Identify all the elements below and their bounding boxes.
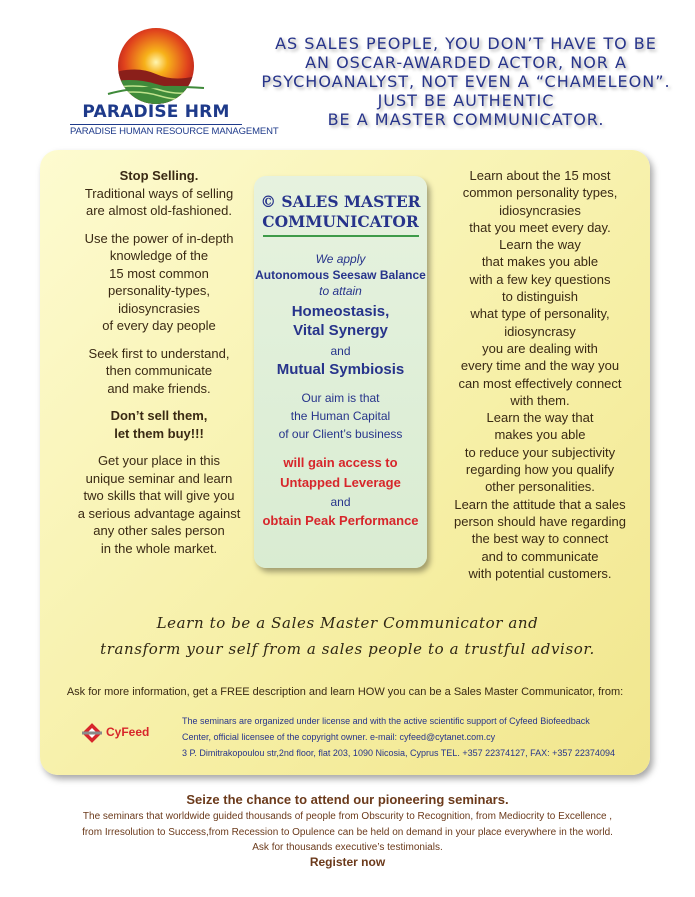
aim-line: Our aim is that: [301, 391, 380, 405]
text-line: to distinguish: [502, 289, 578, 305]
text-line: idiosyncrasies: [499, 202, 581, 218]
text-line: Seek first to understand,: [88, 345, 230, 361]
vital-synergy-text: Vital Synergy: [293, 322, 388, 339]
text-line: in the whole market.: [100, 540, 218, 556]
text-line: Learn the attitude that a sales: [454, 496, 626, 512]
text-line: and to communicate: [481, 548, 599, 564]
text-line: Use the power of in-depth: [84, 230, 234, 246]
text-line: with them.: [510, 392, 570, 408]
text-line: with potential customers.: [468, 565, 612, 581]
headline-line: AS SALES PEOPLE, YOU DON’T HAVE TO BE: [275, 34, 657, 53]
box-title-line: © SALES MASTER: [260, 192, 421, 211]
footer-line: from Irresolution to Success,from Recession to Opulence can be held on demand in your place everywhere in the world.: [82, 826, 613, 838]
text-line: common personality types,: [462, 185, 618, 201]
headline-line: JUST BE AUTHENTIC: [377, 91, 555, 110]
cyfeed-logo: [80, 720, 180, 750]
text-line: Traditional ways of selling: [84, 185, 234, 201]
text-line: that makes you able: [481, 254, 599, 270]
text-line: personality-types,: [108, 283, 210, 298]
text-line: what type of personality,: [470, 306, 610, 322]
text-line: you are dealing with: [482, 340, 598, 356]
mutual-symbiosis-text: Mutual Symbiosis: [276, 361, 405, 378]
sunset-logo-icon: [104, 24, 208, 104]
cyfeed-diamond-icon: [80, 721, 104, 745]
register-now-link[interactable]: Register now: [309, 855, 386, 869]
text-line: makes you able: [494, 427, 586, 443]
text-line: to reduce your subjectivity: [464, 444, 616, 460]
and-text: and: [330, 495, 351, 509]
text-line: two skills that will give you: [83, 488, 235, 503]
text-line: knowledge of the: [109, 248, 209, 263]
text-line: are almost old-fashioned.: [86, 203, 232, 218]
homeostasis-text: Homeostasis,: [291, 303, 390, 320]
ask-more-info: Ask for more information, get a FREE description and learn HOW you can be a Sales Master Communicator, from:: [66, 686, 624, 698]
tagline-line: transform your self from a sales people to a trustful advisor.: [100, 640, 595, 658]
access-text: will gain access to: [283, 455, 398, 470]
text-line: that you meet every day.: [469, 219, 611, 235]
text-line: Learn the way: [499, 237, 581, 253]
text-line: Get your place in this: [97, 453, 221, 468]
aim-line: of our Client’s business: [278, 427, 403, 441]
text-line: a serious advantage against: [77, 505, 241, 521]
leverage-text: Untapped Leverage: [280, 475, 401, 490]
dont-sell-heading: Don’t sell them,: [110, 408, 208, 423]
and-text: and: [330, 344, 351, 358]
stop-selling-heading: Stop Selling.: [119, 168, 199, 183]
text-line: and make friends.: [107, 380, 211, 396]
box-title-line: COMMUNICATOR: [262, 212, 419, 231]
text-line: other personalities.: [485, 479, 595, 495]
cyfeed-name: CyFeed: [106, 725, 150, 739]
dont-sell-heading: let them buy!!!: [114, 425, 204, 441]
we-apply-text: We apply: [315, 252, 366, 266]
text-line: person should have regarding: [453, 513, 626, 529]
cyfeed-line: Center, official licensee of the copyright owner. e-mail: cyfeed@cytanet.com.cy: [182, 732, 496, 742]
headline: [252, 34, 680, 129]
text-line: idiosyncrasies: [118, 300, 200, 316]
tagline-line: Learn to be a Sales Master Communicator and: [156, 614, 539, 632]
headline-line: PSYCHOANALYST, NOT EVEN A “CHAMELEON”.: [261, 72, 671, 91]
balance-text: Autonomous Seesaw Balance: [255, 268, 426, 282]
footer-text: [0, 809, 695, 856]
paradise-hrm-logo: [70, 24, 279, 142]
cyfeed-line: 3 P. Dimitrakopoulou str,2nd floor, flat 203, 1090 Nicosia, Cyprus TEL. +357 22374127, FAX: +357 22374094: [182, 748, 615, 758]
box-title: [254, 192, 427, 232]
cyfeed-line: The seminars are organized under license and with the active scientific support of Cyfeed Biofeedback: [182, 716, 590, 726]
text-line: Learn about the 15 most: [469, 168, 611, 183]
logo-title: PARADISE HRM: [82, 102, 230, 122]
footer-line: The seminars that worldwide guided thousands of people from Obscurity to Recognition, from Mediocrity to Excellence ,: [82, 811, 613, 822]
tagline: [60, 610, 635, 662]
text-line: idiosyncrasy: [504, 323, 576, 339]
footer-line: Ask for thousands executive’s testimonials.: [252, 842, 443, 853]
text-line: the best way to connect: [471, 531, 609, 547]
text-line: with a few key questions: [469, 271, 611, 287]
text-line: Learn the way that: [486, 410, 594, 426]
text-line: can most effectively connect: [458, 375, 622, 391]
text-line: any other sales person: [93, 523, 225, 538]
text-line: then communicate: [105, 363, 213, 378]
peak-text: obtain Peak Performance: [262, 513, 419, 528]
text-line: unique seminar and learn: [85, 470, 233, 486]
text-line: of every day people: [102, 318, 216, 333]
text-line: regarding how you qualify: [465, 462, 615, 478]
headline-line: AN OSCAR-AWARDED ACTOR, NOR A: [305, 53, 627, 72]
right-column: [452, 167, 628, 582]
cyfeed-info: [182, 713, 642, 761]
text-line: every time and the way you: [460, 358, 620, 374]
seize-heading: Seize the chance to attend our pioneering seminars.: [186, 792, 509, 807]
aim-line: the Human Capital: [290, 409, 391, 423]
headline-line: BE A MASTER COMMUNICATOR.: [327, 110, 605, 129]
to-attain-text: to attain: [319, 284, 362, 298]
left-column: [68, 167, 250, 567]
logo-subtitle: PARADISE HUMAN RESOURCE MANAGEMENT: [70, 126, 279, 137]
sales-master-box: [254, 176, 427, 568]
text-line: 15 most common: [109, 265, 209, 281]
